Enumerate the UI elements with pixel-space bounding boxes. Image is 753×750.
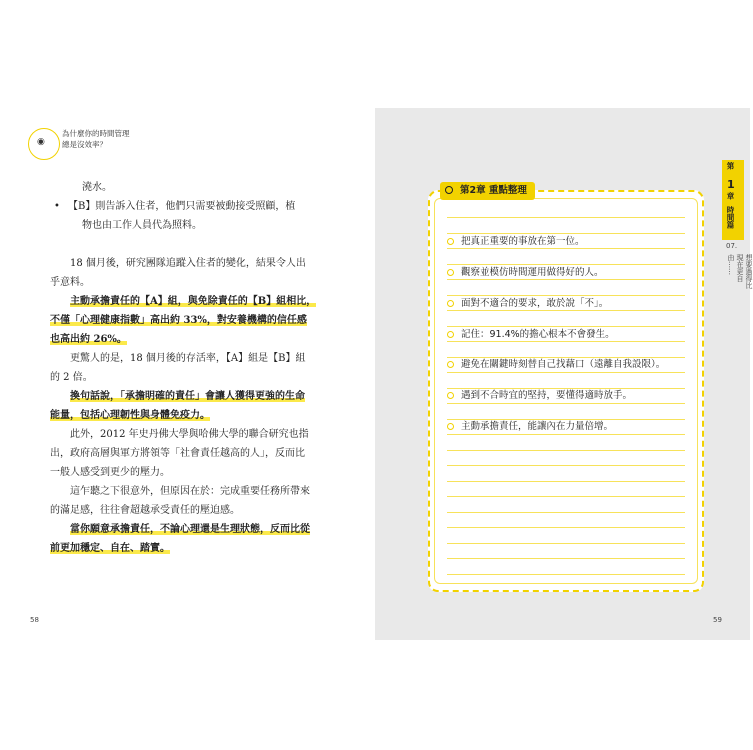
card-title: 第2章 重點整理 (460, 185, 527, 196)
card-inner (434, 198, 698, 584)
summary-item-text: 把真正重要的事放在第一位。 (461, 236, 585, 247)
text-line: 物也由工作人員代為照料。 (82, 220, 202, 231)
summary-item (447, 419, 689, 435)
highlighted-line: 不僅「心理健康指數」高出約 33%，對安養機構的信任感 (50, 315, 307, 326)
chapter-header-mark (28, 126, 138, 166)
summary-item-text: 遇到不合時宜的堅持，要懂得適時放手。 (461, 390, 633, 401)
ring-bullet-icon (447, 423, 454, 430)
summary-item (447, 388, 689, 404)
summary-item (447, 265, 689, 281)
chapter-number: 1 (727, 178, 735, 191)
chapter-section: 時間篇 (726, 206, 735, 229)
text-line: 乎意料。 (50, 277, 90, 288)
summary-item (447, 327, 689, 343)
text-line: 18 個月後，研究團隊追蹤入住者的變化，結果令人出 (70, 258, 306, 269)
text-line: 的滿足感，往往會超越承受責任的壓迫感。 (50, 505, 240, 516)
ring-bullet-icon (447, 331, 454, 338)
summary-item-text: 主動承擔責任，能讓內在力量倍增。 (461, 421, 614, 432)
text-line: 澆水。 (82, 182, 112, 193)
highlighted-line: 當你願意承擔責任，不論心理還是生理狀態，反而比從 (70, 524, 310, 535)
summary-item (447, 296, 689, 312)
highlighted-line: 換句話說，「承擔明確的責任」會讓人獲得更強的生命 (70, 391, 305, 402)
highlighted-line: 前更加穩定、自在、踏實。 (50, 543, 170, 554)
ring-bullet-icon (447, 392, 454, 399)
sub-title: 想要過得比現在更自由…… (727, 254, 753, 289)
sub-number: 07. (726, 242, 738, 250)
text-line: 更驚人的是，18 個月後的存活率，【A】組是【B】組 (70, 353, 306, 364)
summary-card (428, 185, 704, 592)
ring-bullet-icon (447, 269, 454, 276)
right-page (375, 108, 753, 640)
running-header-line-1: 為什麼你的時間管理 (62, 129, 130, 138)
summary-item (447, 234, 689, 250)
text-line: 出，政府高層與軍方將領等「社會責任越高的人」，反而比 (50, 448, 305, 459)
running-header-line-2: 總是沒效率？ (62, 140, 107, 149)
highlighted-line: 主動承擔責任的【A】組，與免除責任的【B】組相比， (70, 296, 317, 307)
chapter-side-tab (722, 160, 753, 290)
running-header (62, 128, 130, 150)
chapter-suffix: 章 (726, 192, 735, 200)
body-text (50, 178, 340, 558)
highlighted-line: 也高出約 26%。 (50, 334, 127, 345)
header-glyph: ◉ (37, 137, 45, 147)
card-title-tab (440, 182, 535, 200)
ring-bullet-icon (447, 300, 454, 307)
text-line: 【B】則告訴入住者，他們只需要被動接受照顧，植 (68, 201, 296, 212)
page-number-right: 59 (713, 616, 722, 624)
text-line: 一般人感受到更少的壓力。 (50, 467, 170, 478)
summary-item-text: 避免在關鍵時刻替自己找藉口（遠離自我設限）。 (461, 359, 666, 370)
bullet-line (50, 197, 340, 216)
text-line: 的 2 倍。 (50, 372, 93, 383)
text-line: 此外，2012 年史丹佛大學與哈佛大學的聯合研究也指 (70, 429, 309, 440)
summary-item-text: 記住：91.4%的擔心根本不會發生。 (461, 329, 615, 340)
summary-item (447, 357, 689, 373)
highlighted-line: 能量，包括心理韌性與身體免疫力。 (50, 410, 210, 421)
ring-bullet-icon (447, 238, 454, 245)
summary-item-text: 面對不適合的要求，敢於說「不」。 (461, 298, 609, 309)
text-line: 這乍聽之下很意外，但原因在於：完成重要任務所帶來 (70, 486, 310, 497)
ring-bullet-icon (445, 186, 453, 194)
chapter-prefix: 第 (726, 162, 735, 170)
bullet-icon: • (54, 201, 60, 212)
page-number-left: 58 (30, 616, 39, 624)
left-page (0, 108, 375, 640)
ring-bullet-icon (447, 361, 454, 368)
summary-item-text: 觀察並模仿時間運用做得好的人。 (461, 267, 604, 278)
